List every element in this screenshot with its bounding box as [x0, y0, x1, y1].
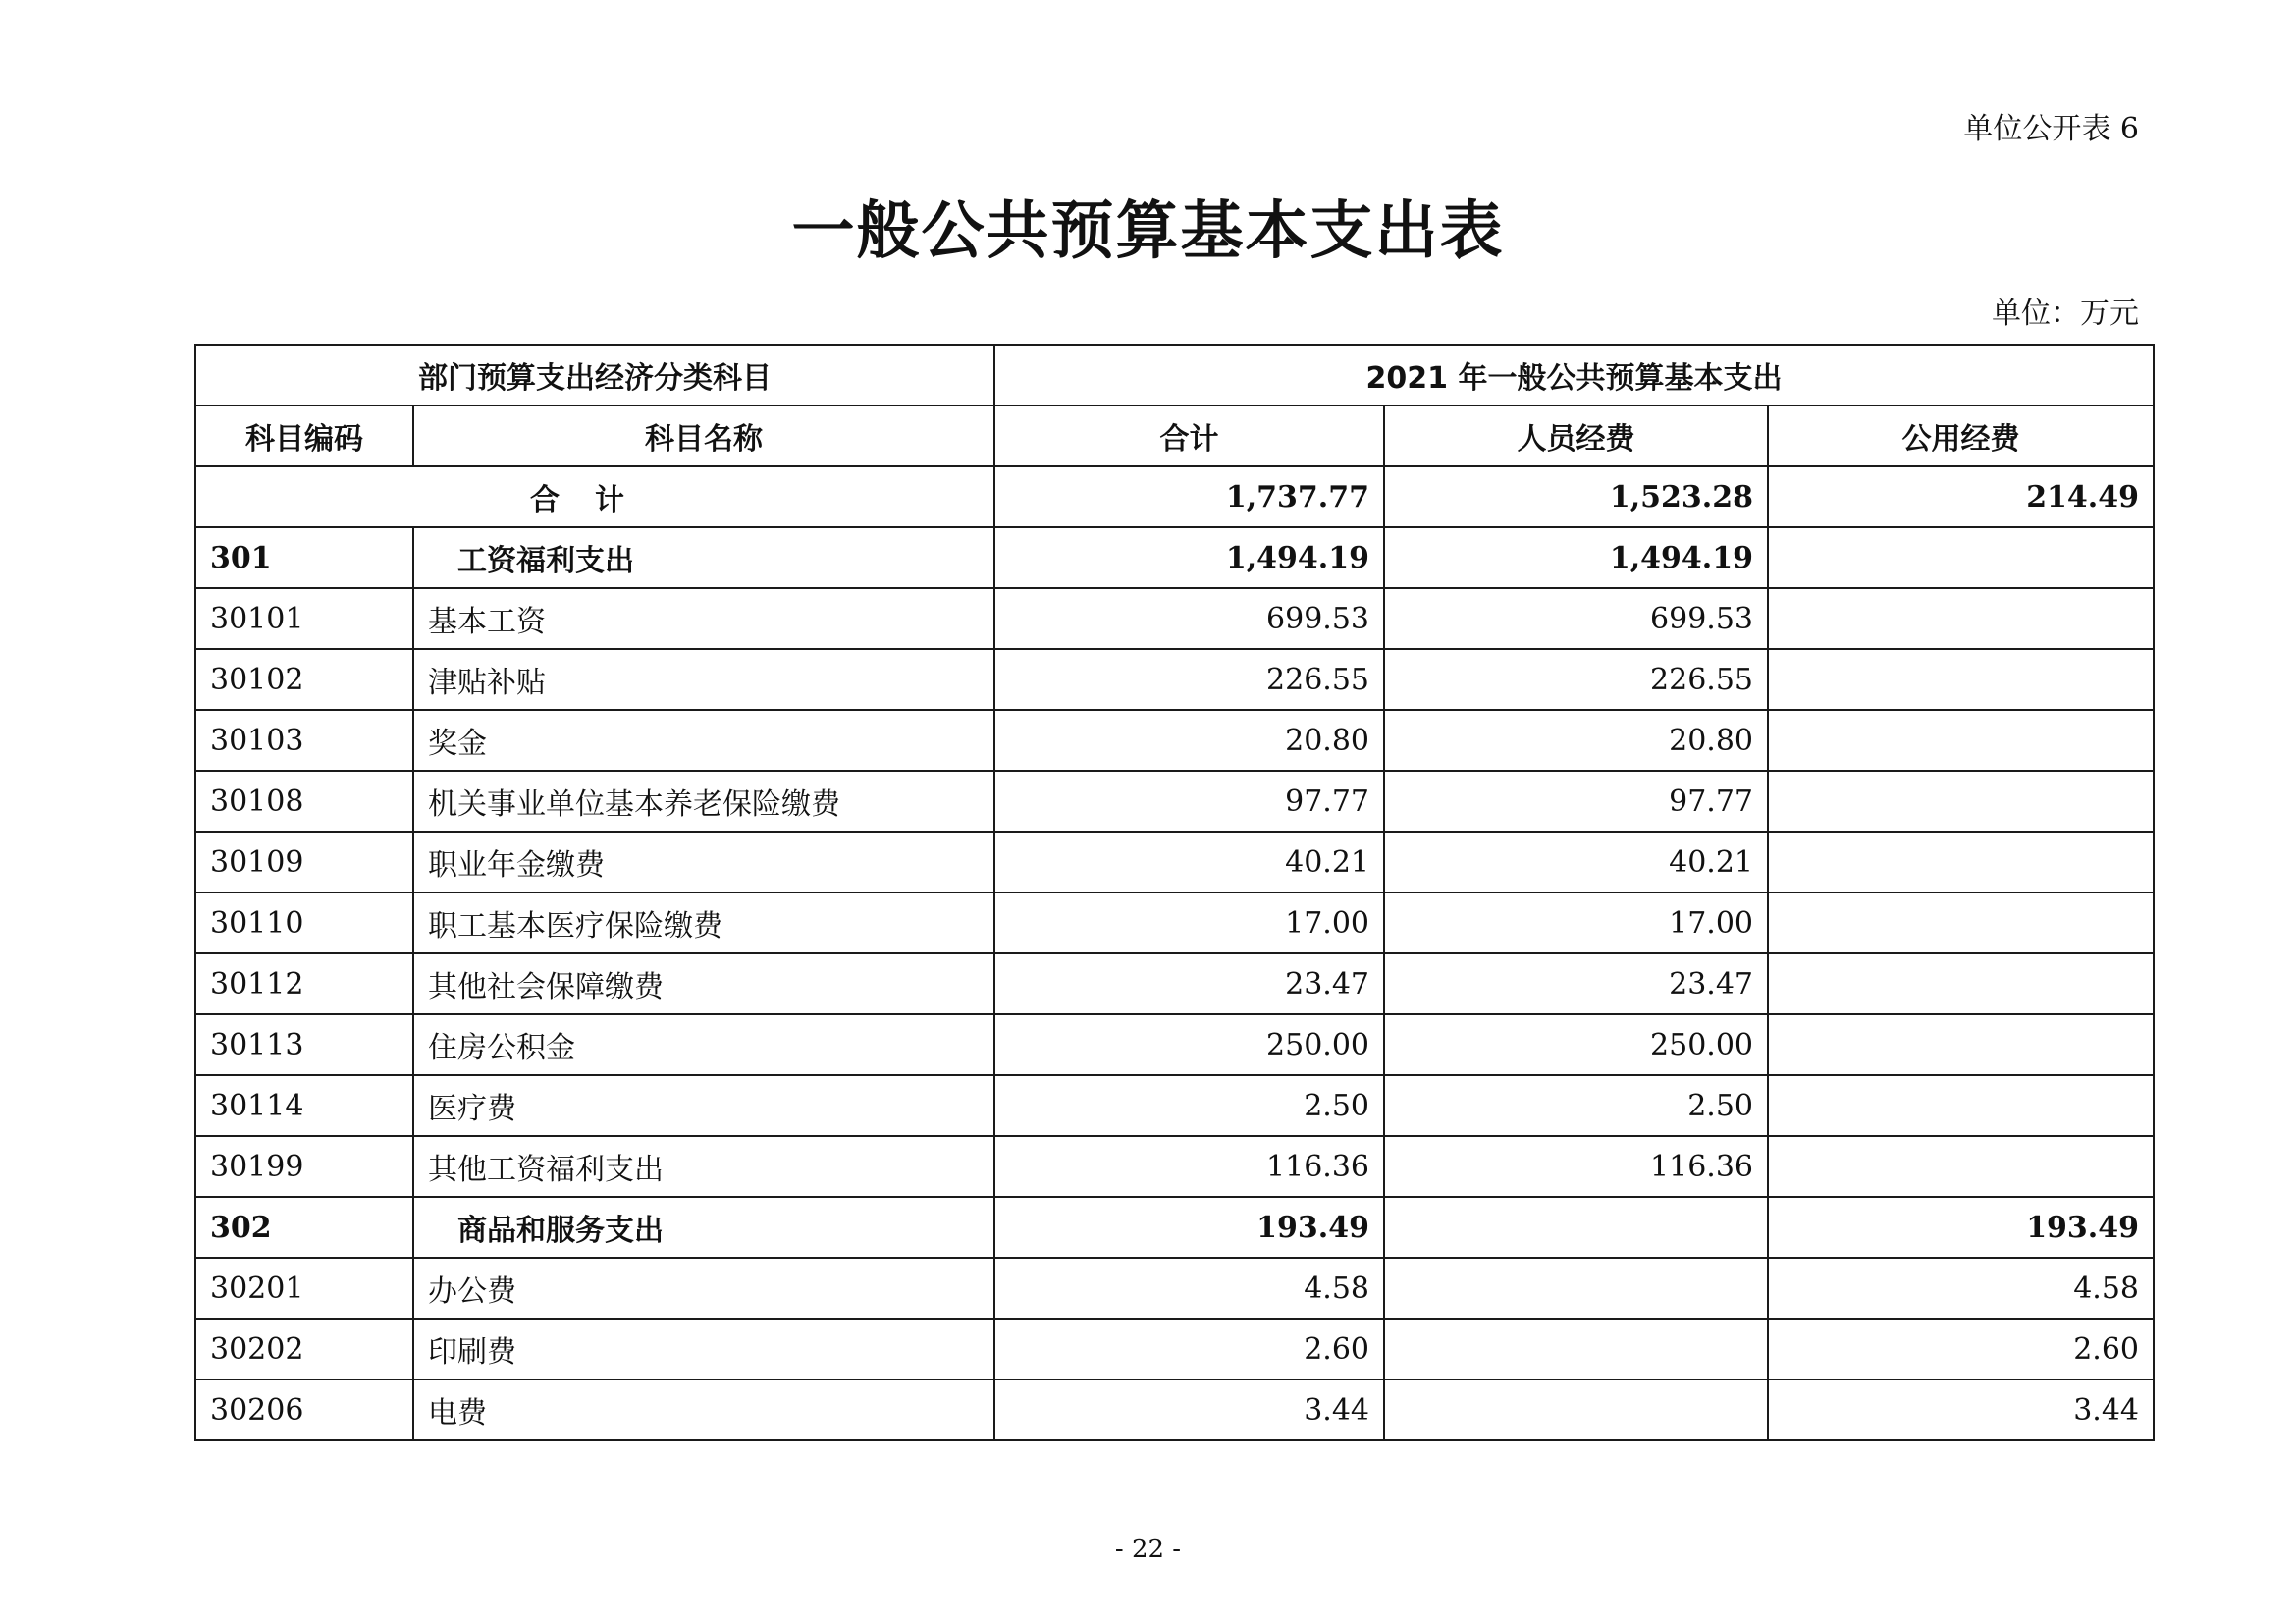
table-row: [195, 1014, 2154, 1075]
row-personnel: 226.55: [1384, 649, 1768, 710]
total-public: 214.49: [1768, 466, 2154, 527]
row-personnel: 116.36: [1384, 1136, 1768, 1197]
row-public: [1768, 527, 2154, 588]
row-public: [1768, 771, 2154, 832]
row-total: 23.47: [994, 953, 1384, 1014]
row-total: 250.00: [994, 1014, 1384, 1075]
row-name: 商品和服务支出: [413, 1197, 994, 1258]
page-title: 一般公共预算基本支出表: [791, 195, 1505, 268]
table-row: [195, 893, 2154, 953]
row-total: 116.36: [994, 1136, 1384, 1197]
row-public: 4.58: [1768, 1258, 2154, 1319]
row-total: 20.80: [994, 710, 1384, 771]
table-row: [195, 1380, 2154, 1440]
table-row: [195, 1197, 2154, 1258]
table-row: [195, 771, 2154, 832]
row-code: 302: [195, 1197, 413, 1258]
row-public: [1768, 588, 2154, 649]
row-code: 30202: [195, 1319, 413, 1380]
table-row: [195, 832, 2154, 893]
row-code: 30114: [195, 1075, 413, 1136]
row-public: [1768, 710, 2154, 771]
row-name: 职工基本医疗保险缴费: [413, 893, 994, 953]
row-total: 699.53: [994, 588, 1384, 649]
table-row: [195, 527, 2154, 588]
total-total: 1,737.77: [994, 466, 1384, 527]
row-public: [1768, 832, 2154, 893]
row-name: 机关事业单位基本养老保险缴费: [413, 771, 994, 832]
header-group-right: 2021 年一般公共预算基本支出: [994, 345, 2154, 406]
row-personnel: [1384, 1197, 1768, 1258]
row-total: 1,494.19: [994, 527, 1384, 588]
row-personnel: 1,494.19: [1384, 527, 1768, 588]
row-personnel: 23.47: [1384, 953, 1768, 1014]
header-name: 科目名称: [413, 406, 994, 466]
row-total: 40.21: [994, 832, 1384, 893]
row-code: 30113: [195, 1014, 413, 1075]
row-public: [1768, 649, 2154, 710]
unit-label: 单位：万元: [1992, 297, 2139, 331]
row-public: [1768, 1136, 2154, 1197]
total-row: [195, 466, 2154, 527]
row-code: 30108: [195, 771, 413, 832]
row-code: 30112: [195, 953, 413, 1014]
row-total: 226.55: [994, 649, 1384, 710]
table-row: [195, 588, 2154, 649]
row-name: 工资福利支出: [413, 527, 994, 588]
header-code: 科目编码: [195, 406, 413, 466]
row-personnel: 250.00: [1384, 1014, 1768, 1075]
header-row-columns: [195, 406, 2154, 466]
table-row: [195, 1075, 2154, 1136]
row-total: 97.77: [994, 771, 1384, 832]
row-code: 30102: [195, 649, 413, 710]
header-row-group: [195, 345, 2154, 406]
table-row: [195, 710, 2154, 771]
row-code: 30206: [195, 1380, 413, 1440]
table-row: [195, 649, 2154, 710]
table-row: [195, 1136, 2154, 1197]
row-code: 301: [195, 527, 413, 588]
row-total: 193.49: [994, 1197, 1384, 1258]
row-code: 30201: [195, 1258, 413, 1319]
row-name: 住房公积金: [413, 1014, 994, 1075]
row-code: 30101: [195, 588, 413, 649]
header-personnel: 人员经费: [1384, 406, 1768, 466]
row-public: 193.49: [1768, 1197, 2154, 1258]
row-name: 奖金: [413, 710, 994, 771]
row-public: 2.60: [1768, 1319, 2154, 1380]
row-code: 30103: [195, 710, 413, 771]
row-code: 30110: [195, 893, 413, 953]
row-personnel: 97.77: [1384, 771, 1768, 832]
form-number: 单位公开表 6: [1963, 112, 2139, 146]
row-name: 办公费: [413, 1258, 994, 1319]
row-name: 职业年金缴费: [413, 832, 994, 893]
row-public: 3.44: [1768, 1380, 2154, 1440]
row-total: 2.50: [994, 1075, 1384, 1136]
row-personnel: 20.80: [1384, 710, 1768, 771]
row-personnel: [1384, 1319, 1768, 1380]
row-name: 医疗费: [413, 1075, 994, 1136]
row-total: 4.58: [994, 1258, 1384, 1319]
row-code: 30109: [195, 832, 413, 893]
row-personnel: 699.53: [1384, 588, 1768, 649]
row-personnel: 2.50: [1384, 1075, 1768, 1136]
budget-table-body: [195, 345, 2154, 1440]
header-public: 公用经费: [1768, 406, 2154, 466]
row-total: 3.44: [994, 1380, 1384, 1440]
table-row: [195, 1319, 2154, 1380]
row-personnel: 17.00: [1384, 893, 1768, 953]
row-code: 30199: [195, 1136, 413, 1197]
table-row: [195, 953, 2154, 1014]
row-name: 印刷费: [413, 1319, 994, 1380]
total-personnel: 1,523.28: [1384, 466, 1768, 527]
row-public: [1768, 1014, 2154, 1075]
row-name: 其他工资福利支出: [413, 1136, 994, 1197]
row-total: 17.00: [994, 893, 1384, 953]
page-number: - 22 -: [1114, 1535, 1182, 1564]
total-label: 合计: [195, 466, 994, 527]
row-public: [1768, 1075, 2154, 1136]
row-personnel: 40.21: [1384, 832, 1768, 893]
budget-table: [194, 344, 2155, 1441]
row-public: [1768, 953, 2154, 1014]
row-personnel: [1384, 1258, 1768, 1319]
row-name: 电费: [413, 1380, 994, 1440]
header-group-left: 部门预算支出经济分类科目: [195, 345, 994, 406]
table-row: [195, 1258, 2154, 1319]
row-total: 2.60: [994, 1319, 1384, 1380]
row-public: [1768, 893, 2154, 953]
row-name: 基本工资: [413, 588, 994, 649]
row-name: 其他社会保障缴费: [413, 953, 994, 1014]
row-name: 津贴补贴: [413, 649, 994, 710]
row-personnel: [1384, 1380, 1768, 1440]
header-total: 合计: [994, 406, 1384, 466]
